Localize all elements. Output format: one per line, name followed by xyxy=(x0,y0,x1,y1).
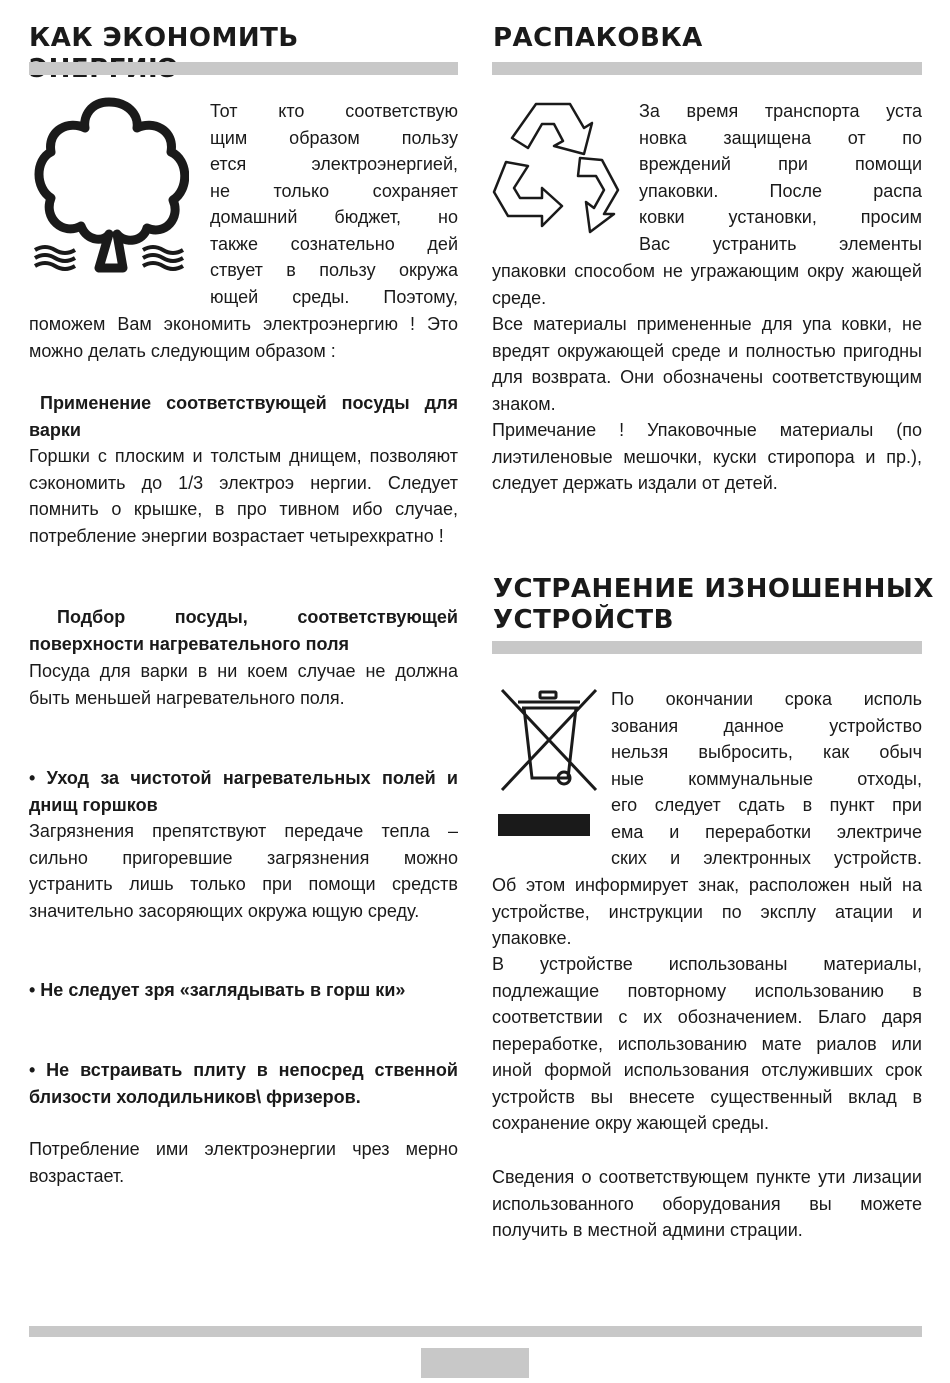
disposal-line: ные коммунальные отходы, xyxy=(611,768,922,789)
fridge-text: Потребление ими электроэнергии чрез мерно возрастает. xyxy=(29,1139,458,1186)
crossed-bin-icon xyxy=(498,686,604,841)
disposal-line: зования данное устройство xyxy=(611,715,922,736)
disposal-intro xyxy=(611,686,922,872)
energy-intro-tail: поможем Вам экономить электроэнергию ! Это можно делать следующим образом : xyxy=(29,314,458,361)
cleaning-text: Загрязнения препятствуют передаче тепла – сильно пригоревшие загрязнения можно устранить лишь только при помощи средств значительно засоряющих окружа ющую среду. xyxy=(29,821,458,921)
disposal-info: Сведения о соответствующем пункте ути лизации использованного оборудования вы можете получить в местной админи страции. xyxy=(492,1167,922,1240)
disposal-line: его следует сдать в пункт при xyxy=(611,795,922,815)
disposal-materials: В устройстве использованы материалы, подлежащие повторному использованию в соответствии с их обозначением. Благо даря переработке, использованию мате риалов или иной формой использования отслуживших срок устройств вы внесете существенный вклад в сохранение окру жающей среды. xyxy=(492,954,922,1133)
disposal-title xyxy=(493,574,934,636)
lid-heading: • Не следует зря «заглядывать в горш ки» xyxy=(29,980,406,1000)
recycle-icon xyxy=(492,96,622,236)
intro-line: щим образом пользу xyxy=(210,127,458,148)
unpacking-materials: Все материалы примененные для упа ковки, не вредят окружающей среде и полностью пригодны для возврата. Они обозначены соответствующим знаком. xyxy=(492,314,922,414)
unpack-line: ковки установки, просим xyxy=(639,207,922,227)
energy-title: КАК ЭКОНОМИТЬ xyxy=(29,23,299,53)
energy-title-rule xyxy=(29,62,458,75)
cookware-heading: Подбор посуды, соответствующей поверхности нагревательного поля xyxy=(29,607,458,654)
disposal-line: По окончании срока исполь xyxy=(611,689,922,709)
fridge-heading: • Не встраивать плиту в непосред ственной близости холодильников\ фризеров. xyxy=(29,1060,458,1107)
disposal-tail: Об этом информирует знак, расположен ный на устройстве, инструкции по эксплу атации и упаковке. xyxy=(492,875,922,948)
disposal-line: ских и электронных устройств. xyxy=(611,848,922,868)
unpacking-note: Примечание ! Упаковочные материалы (по лиэтиленовые мешочки, куски стиропора и пр.), следует держать издали от детей. xyxy=(492,420,922,493)
unpacking-tail: упаковки способом не угражающим окру жающей среде. xyxy=(492,261,922,308)
unpack-line: вреждений при помощи xyxy=(639,154,922,174)
intro-line: Тот кто соответствую xyxy=(210,101,458,121)
intro-line: не только сохраняет xyxy=(210,180,458,201)
disposal-line: ема и переработки электриче xyxy=(611,821,922,842)
pots-heading: Применение соответствующей посуды для варки xyxy=(29,393,458,440)
intro-line: также сознательно дей xyxy=(210,233,458,254)
cookware-text: Посуда для варки в ни коем случае не должна быть меньшей нагревательного поля. xyxy=(29,661,458,708)
tree-water-icon xyxy=(29,90,189,275)
footer-rule xyxy=(29,1326,922,1337)
intro-line: ствует в пользу окружа xyxy=(210,260,458,280)
intro-line: ющей среды. Поэтому, xyxy=(210,286,458,307)
intro-line: ется электроэнергией, xyxy=(210,154,458,174)
unpacking-intro xyxy=(639,98,922,257)
disposal-title-line: УСТРАНЕНИЕ ИЗНОШЕННЫХ xyxy=(493,574,934,604)
disposal-line: нельзя выбросить, как обыч xyxy=(611,742,922,762)
energy-intro xyxy=(210,98,458,310)
page-number-box xyxy=(421,1348,529,1378)
unpack-line: новка защищена от по xyxy=(639,127,922,148)
unpack-line: упаковки. После распа xyxy=(639,180,922,201)
cleaning-heading: • Уход за чистотой нагревательных полей и днищ горшков xyxy=(29,768,458,815)
pots-text: Горшки с плоским и толстым днищем, позволяют сэкономить до 1/3 электроэ нергии. Следует помнить о крышке, в про тивном ибо случае, потребление энергии возрастает четырехкратно ! xyxy=(29,446,458,546)
unpacking-title: РАСПАКОВКА xyxy=(493,23,703,53)
unpacking-title-rule xyxy=(492,62,922,75)
unpack-line: За время транспорта уста xyxy=(639,101,922,121)
disposal-title-line: УСТРОЙСТВ xyxy=(493,605,674,635)
unpack-line: Вас устранить элементы xyxy=(639,233,922,254)
disposal-title-rule xyxy=(492,641,922,654)
intro-line: домашний бюджет, но xyxy=(210,207,458,227)
